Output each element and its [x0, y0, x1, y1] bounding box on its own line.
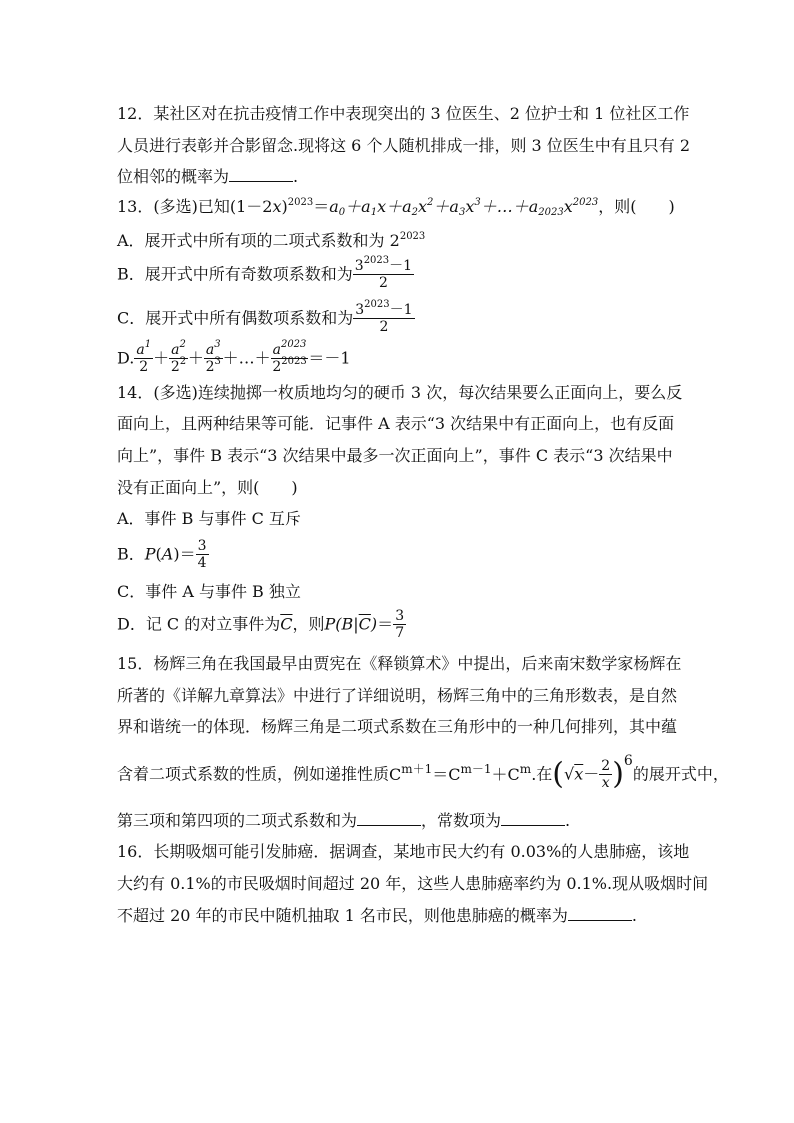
q14-option-d-mid: ，则	[292, 614, 325, 634]
left-paren: (	[552, 756, 565, 792]
frac-numerator-base: 3	[355, 302, 365, 318]
q15-line4-mid: 在	[536, 764, 553, 784]
equals-sign: ＝	[377, 614, 394, 634]
q13-label: 13．(多选)已知	[117, 197, 230, 216]
q16-line2: 大约有 0.1%的市民吸烟时间超过 20 年，这些人患肺癌率约为 0.1%.现从吸烟时间	[117, 874, 709, 893]
answer-blank[interactable]	[229, 167, 293, 182]
q14-option-a: A．事件 B 与事件 C 互斥	[117, 509, 301, 528]
q13-option-a-text: A．展开式中所有项的二项式系数和为 2	[117, 231, 400, 250]
q15-line5-text: 第三项和第四项的二项式系数和为	[117, 811, 358, 830]
answer-blank[interactable]	[568, 906, 632, 921]
frac-denominator: 7	[395, 625, 405, 641]
plus-sign: ＋	[153, 348, 170, 368]
q13-tail: ，则( )	[598, 197, 675, 216]
fraction-a2: $\frac{a^2}{2^2}$	[170, 339, 187, 375]
q14-line1: 14．(多选)连续抛掷一枚质地均匀的硬币 3 次，每次结果要么正面向上，要么反	[117, 383, 683, 402]
q14-line2: 面向上，且两种结果等可能．记事件 A 表示“3 次结果中有正面向上，也有反面	[117, 414, 675, 433]
frac-numerator-base: 3	[354, 258, 364, 274]
q13-option-c-fraction	[353, 299, 414, 335]
q14-option-b	[117, 538, 209, 571]
q13-equals: ＝	[313, 197, 330, 216]
q15-line3: 界和谐统一的体现．杨辉三角是二项式系数在三角形中的一种几何排列，其中蕴	[117, 717, 678, 736]
frac-denominator: 2	[378, 275, 388, 291]
ellipsis: ＋…＋	[222, 348, 271, 368]
q13-option-a	[117, 231, 425, 251]
q13-option-c-text: C．展开式中所有偶数项系数和为	[117, 308, 354, 328]
q15-line4-text: 含着二项式系数的性质，例如递推性质	[117, 764, 390, 784]
frac-numerator-exp: 2023	[363, 255, 390, 266]
frac-numerator: 3	[395, 608, 405, 624]
frac-numerator-tail: －1	[389, 302, 413, 318]
q16-line3-text: 不超过 20 年的市民中随机抽取 1 名市民，则他患肺癌的概率为	[117, 906, 568, 925]
q13-lhs-close: )	[281, 197, 288, 216]
q13-option-d-label: D.	[117, 348, 135, 368]
fraction-2-over-x: $\frac{2}{x}$	[601, 758, 611, 791]
sqrt-x: √x－	[564, 764, 600, 784]
prob-expression: P	[144, 544, 156, 564]
q15-line4-end: 的展开式中，	[632, 764, 729, 784]
frac-numerator: 3	[197, 538, 207, 554]
q16-line1: 16．长期吸烟可能引发肺癌．据调查，某地市民大约有 0.03%的人患肺癌，该地	[117, 842, 690, 861]
q15-line1: 15．杨辉三角在我国最早由贾宪在《释锁算术》中提出，后来南宋数学家杨辉在	[117, 654, 682, 673]
conditional-prob: $P(B|\overline{C})$	[324, 614, 378, 634]
q12-line1: 12．某社区对在抗击疫情工作中表现突出的 3 位医生、2 位护士和 1 位社区工作	[117, 104, 690, 123]
q12-line2: 人员进行表彰并合影留念.现将这 6 个人随机排成一排，则 3 位医生中有且只有 2	[117, 136, 691, 155]
q13-lhs: (1－2	[229, 197, 273, 216]
answer-blank[interactable]	[357, 811, 421, 826]
frac-denominator: 2	[379, 319, 389, 335]
q15-line4	[117, 753, 729, 792]
q13-expansion: $a_0+a_1x+a_2x^2+a_3x^3+\dots+a_{2023}x^{2023}$	[329, 197, 599, 218]
frac-numerator-exp: 2023	[364, 299, 390, 310]
paren-a: (A)＝	[155, 544, 196, 564]
right-paren: )	[612, 756, 624, 792]
answer-blank[interactable]	[501, 811, 565, 826]
q15-line5	[117, 811, 570, 831]
q13-option-c	[117, 299, 415, 335]
q16-line3-end: .	[631, 906, 637, 925]
fraction-a1: $\frac{a^1}{2}$	[136, 339, 152, 375]
q14-option-d-text: D．记 C 的对立事件为	[117, 614, 281, 634]
q16-line3	[117, 906, 637, 926]
q15-line5-end: .	[565, 811, 571, 830]
fraction-a2023: $\frac{a^{2023}}{2^{2023}}$	[272, 339, 307, 375]
frac-numerator-tail: －1	[389, 258, 413, 274]
plus-sign: ＋	[187, 348, 204, 368]
q12-line3-end: .	[293, 167, 299, 186]
q15-line2: 所著的《详解九章算法》中进行了详细说明，杨辉三角中的三角形数表，是自然	[117, 686, 678, 705]
q13-option-b	[117, 255, 414, 291]
q14-option-c: C．事件 A 与事件 B 独立	[117, 582, 301, 601]
frac-denominator: 4	[197, 555, 207, 571]
q12-line3	[117, 167, 298, 187]
recurrence-formula: $C^{m+1}=C^{m-1}+C^m$.	[389, 761, 537, 784]
q14-option-b-label: B．	[117, 544, 145, 564]
q13-option-d-tail: ＝－1	[308, 348, 351, 368]
q14-option-d-fraction	[393, 608, 406, 641]
power-6: 6	[623, 753, 633, 769]
q13-option-b-fraction	[353, 255, 414, 291]
q14-line3: 向上”，事件 B 表示“3 次结果中最多一次正面向上”，事件 C 表示“3 次结果中	[117, 446, 673, 465]
q13-var-x: x	[272, 197, 282, 216]
q13-option-b-text: B．展开式中所有奇数项系数和为	[117, 264, 353, 284]
q13-stem	[117, 197, 675, 217]
q13-exponent: 2023	[287, 197, 314, 208]
q14-option-b-fraction	[196, 538, 209, 571]
q14-option-d	[117, 608, 406, 641]
q12-line3-text: 位相邻的概率为	[117, 167, 230, 186]
q13-option-d	[117, 339, 351, 375]
q15-line5-mid: ，常数项为	[421, 811, 502, 830]
c-complement: $\overline{C}$	[280, 614, 293, 634]
fraction-a3: $\frac{a^3}{2^3}$	[205, 339, 221, 375]
q13-option-a-exp: 2023	[399, 231, 426, 242]
q14-line4: 没有正面向上”，则( )	[117, 478, 298, 497]
